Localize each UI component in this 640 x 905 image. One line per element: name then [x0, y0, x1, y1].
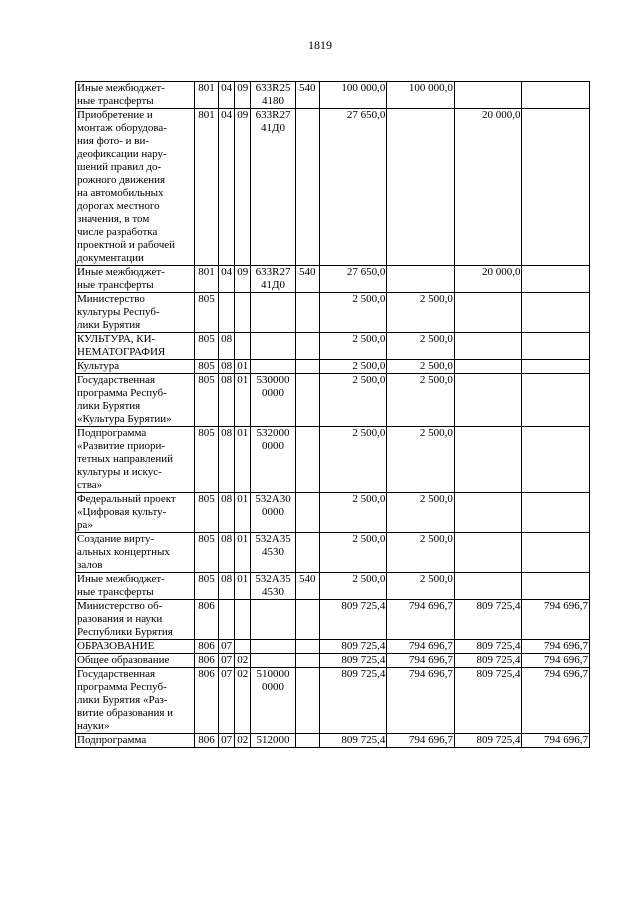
- amount-3: [454, 533, 522, 573]
- expense-type-code: [295, 640, 319, 654]
- subsection-code: 02: [235, 654, 251, 668]
- section-code: 04: [219, 109, 235, 266]
- amount-3: [454, 333, 522, 360]
- subsection-code: [235, 333, 251, 360]
- target-article-code: [251, 293, 295, 333]
- table-row: [76, 82, 590, 109]
- target-article-code: 532А30 0000: [251, 493, 295, 533]
- amount-3: 809 725,4: [454, 654, 522, 668]
- item-name: Министерство культуры Респуб- лики Бурятия: [76, 293, 195, 333]
- amount-2: 2 500,0: [387, 493, 455, 533]
- target-article-code: 633R27 41Д0: [251, 109, 295, 266]
- amount-4: [522, 493, 590, 533]
- target-article-code: 633R27 41Д0: [251, 266, 295, 293]
- expense-type-code: [295, 600, 319, 640]
- department-code: 806: [194, 668, 218, 734]
- target-article-code: [251, 333, 295, 360]
- amount-4: [522, 333, 590, 360]
- target-article-code: [251, 600, 295, 640]
- item-name: Государственная программа Респуб- лики Бурятия «Раз- витие образования и науки»: [76, 668, 195, 734]
- table-row: [76, 640, 590, 654]
- table-row: [76, 293, 590, 333]
- amount-3: [454, 360, 522, 374]
- table-row: [76, 333, 590, 360]
- amount-2: [387, 109, 455, 266]
- department-code: 805: [194, 427, 218, 493]
- section-code: 07: [219, 734, 235, 748]
- amount-1: 809 725,4: [319, 640, 387, 654]
- item-name: Приобретение и монтаж оборудова- ния фото- и ви- деофиксации нару- шений правил до- рожного движения на автомобильных дорогах местного значения, в том числе разработка проектной и рабочей документации: [76, 109, 195, 266]
- expense-type-code: [295, 654, 319, 668]
- department-code: 801: [194, 109, 218, 266]
- amount-4: [522, 533, 590, 573]
- amount-1: 2 500,0: [319, 427, 387, 493]
- department-code: 806: [194, 654, 218, 668]
- amount-2: 794 696,7: [387, 600, 455, 640]
- amount-4: [522, 374, 590, 427]
- department-code: 805: [194, 493, 218, 533]
- section-code: 08: [219, 333, 235, 360]
- amount-2: 794 696,7: [387, 668, 455, 734]
- item-name: Министерство об- разования и науки Республики Бурятия: [76, 600, 195, 640]
- item-name: Иные межбюджет- ные трансферты: [76, 573, 195, 600]
- target-article-code: [251, 654, 295, 668]
- table-row: [76, 533, 590, 573]
- table-body: [76, 82, 590, 748]
- item-name: Общее образование: [76, 654, 195, 668]
- amount-2: 794 696,7: [387, 640, 455, 654]
- table-row: [76, 600, 590, 640]
- amount-1: 2 500,0: [319, 360, 387, 374]
- table-row: [76, 360, 590, 374]
- amount-4: 794 696,7: [522, 734, 590, 748]
- department-code: 805: [194, 360, 218, 374]
- amount-1: 2 500,0: [319, 374, 387, 427]
- amount-3: 809 725,4: [454, 668, 522, 734]
- amount-4: [522, 573, 590, 600]
- amount-1: 2 500,0: [319, 293, 387, 333]
- expense-type-code: [295, 360, 319, 374]
- page-number: 1819: [308, 38, 332, 52]
- expense-type-code: 540: [295, 266, 319, 293]
- amount-1: 2 500,0: [319, 573, 387, 600]
- expense-type-code: 540: [295, 573, 319, 600]
- subsection-code: [235, 600, 251, 640]
- target-article-code: 532А35 4530: [251, 533, 295, 573]
- section-code: 07: [219, 640, 235, 654]
- table-row: [76, 654, 590, 668]
- amount-3: [454, 573, 522, 600]
- amount-4: 794 696,7: [522, 600, 590, 640]
- department-code: 805: [194, 374, 218, 427]
- amount-3: 809 725,4: [454, 640, 522, 654]
- amount-2: 794 696,7: [387, 734, 455, 748]
- subsection-code: 01: [235, 374, 251, 427]
- amount-1: 809 725,4: [319, 734, 387, 748]
- item-name: Иные межбюджет- ные трансферты: [76, 82, 195, 109]
- amount-3: [454, 374, 522, 427]
- subsection-code: 09: [235, 109, 251, 266]
- subsection-code: 01: [235, 533, 251, 573]
- table-row: [76, 668, 590, 734]
- amount-3: [454, 293, 522, 333]
- amount-4: [522, 360, 590, 374]
- item-name: КУЛЬТУРА, КИ- НЕМАТОГРАФИЯ: [76, 333, 195, 360]
- amount-4: [522, 293, 590, 333]
- table-row: [76, 734, 590, 748]
- section-code: 04: [219, 82, 235, 109]
- amount-4: [522, 109, 590, 266]
- amount-2: 2 500,0: [387, 360, 455, 374]
- table-row: [76, 573, 590, 600]
- department-code: 805: [194, 573, 218, 600]
- section-code: [219, 600, 235, 640]
- item-name: Иные межбюджет- ные трансферты: [76, 266, 195, 293]
- section-code: 08: [219, 573, 235, 600]
- amount-4: [522, 427, 590, 493]
- section-code: 07: [219, 668, 235, 734]
- amount-3: 809 725,4: [454, 734, 522, 748]
- item-name: Подпрограмма «Развитие приори- тетных направлений культуры и искус- ства»: [76, 427, 195, 493]
- amount-1: 809 725,4: [319, 668, 387, 734]
- target-article-code: 532А35 4530: [251, 573, 295, 600]
- subsection-code: 01: [235, 427, 251, 493]
- amount-2: 2 500,0: [387, 573, 455, 600]
- budget-table: [75, 81, 590, 748]
- department-code: 806: [194, 600, 218, 640]
- table-row: [76, 374, 590, 427]
- amount-4: [522, 266, 590, 293]
- expense-type-code: [295, 493, 319, 533]
- amount-3: 809 725,4: [454, 600, 522, 640]
- table-row: [76, 109, 590, 266]
- amount-1: 27 650,0: [319, 266, 387, 293]
- expense-type-code: [295, 333, 319, 360]
- item-name: Культура: [76, 360, 195, 374]
- section-code: 08: [219, 493, 235, 533]
- amount-1: 809 725,4: [319, 654, 387, 668]
- amount-3: [454, 493, 522, 533]
- amount-3: 20 000,0: [454, 266, 522, 293]
- amount-2: 2 500,0: [387, 533, 455, 573]
- amount-1: 100 000,0: [319, 82, 387, 109]
- expense-type-code: [295, 734, 319, 748]
- amount-4: 794 696,7: [522, 654, 590, 668]
- subsection-code: [235, 293, 251, 333]
- amount-4: [522, 82, 590, 109]
- subsection-code: 09: [235, 266, 251, 293]
- expense-type-code: [295, 533, 319, 573]
- amount-3: [454, 82, 522, 109]
- expense-type-code: [295, 668, 319, 734]
- subsection-code: 01: [235, 573, 251, 600]
- expense-type-code: [295, 109, 319, 266]
- item-name: Подпрограмма: [76, 734, 195, 748]
- amount-1: 2 500,0: [319, 493, 387, 533]
- target-article-code: [251, 360, 295, 374]
- subsection-code: 01: [235, 493, 251, 533]
- subsection-code: 02: [235, 668, 251, 734]
- section-code: 04: [219, 266, 235, 293]
- table-row: [76, 493, 590, 533]
- amount-4: 794 696,7: [522, 640, 590, 654]
- target-article-code: 530000 0000: [251, 374, 295, 427]
- department-code: 806: [194, 734, 218, 748]
- amount-2: 2 500,0: [387, 333, 455, 360]
- amount-2: 2 500,0: [387, 293, 455, 333]
- target-article-code: 532000 0000: [251, 427, 295, 493]
- target-article-code: 512000: [251, 734, 295, 748]
- item-name: Создание вирту- альных концертных залов: [76, 533, 195, 573]
- department-code: 805: [194, 333, 218, 360]
- department-code: 801: [194, 82, 218, 109]
- expense-type-code: [295, 427, 319, 493]
- expense-type-code: [295, 374, 319, 427]
- amount-1: 809 725,4: [319, 600, 387, 640]
- amount-2: 2 500,0: [387, 427, 455, 493]
- section-code: [219, 293, 235, 333]
- section-code: 07: [219, 654, 235, 668]
- expense-type-code: [295, 293, 319, 333]
- subsection-code: 09: [235, 82, 251, 109]
- amount-2: 2 500,0: [387, 374, 455, 427]
- item-name: Федеральный проект «Цифровая культу- ра»: [76, 493, 195, 533]
- expense-type-code: 540: [295, 82, 319, 109]
- amount-3: [454, 427, 522, 493]
- amount-2: 794 696,7: [387, 654, 455, 668]
- subsection-code: [235, 640, 251, 654]
- subsection-code: 01: [235, 360, 251, 374]
- amount-2: [387, 266, 455, 293]
- table-row: [76, 427, 590, 493]
- department-code: 805: [194, 533, 218, 573]
- target-article-code: [251, 640, 295, 654]
- section-code: 08: [219, 533, 235, 573]
- amount-3: 20 000,0: [454, 109, 522, 266]
- target-article-code: 510000 0000: [251, 668, 295, 734]
- target-article-code: 633R25 4180: [251, 82, 295, 109]
- section-code: 08: [219, 360, 235, 374]
- subsection-code: 02: [235, 734, 251, 748]
- amount-1: 2 500,0: [319, 533, 387, 573]
- table-row: [76, 266, 590, 293]
- amount-2: 100 000,0: [387, 82, 455, 109]
- amount-1: 2 500,0: [319, 333, 387, 360]
- section-code: 08: [219, 427, 235, 493]
- item-name: Государственная программа Респуб- лики Бурятия «Культура Бурятии»: [76, 374, 195, 427]
- department-code: 801: [194, 266, 218, 293]
- item-name: ОБРАЗОВАНИЕ: [76, 640, 195, 654]
- department-code: 806: [194, 640, 218, 654]
- section-code: 08: [219, 374, 235, 427]
- amount-1: 27 650,0: [319, 109, 387, 266]
- amount-4: 794 696,7: [522, 668, 590, 734]
- department-code: 805: [194, 293, 218, 333]
